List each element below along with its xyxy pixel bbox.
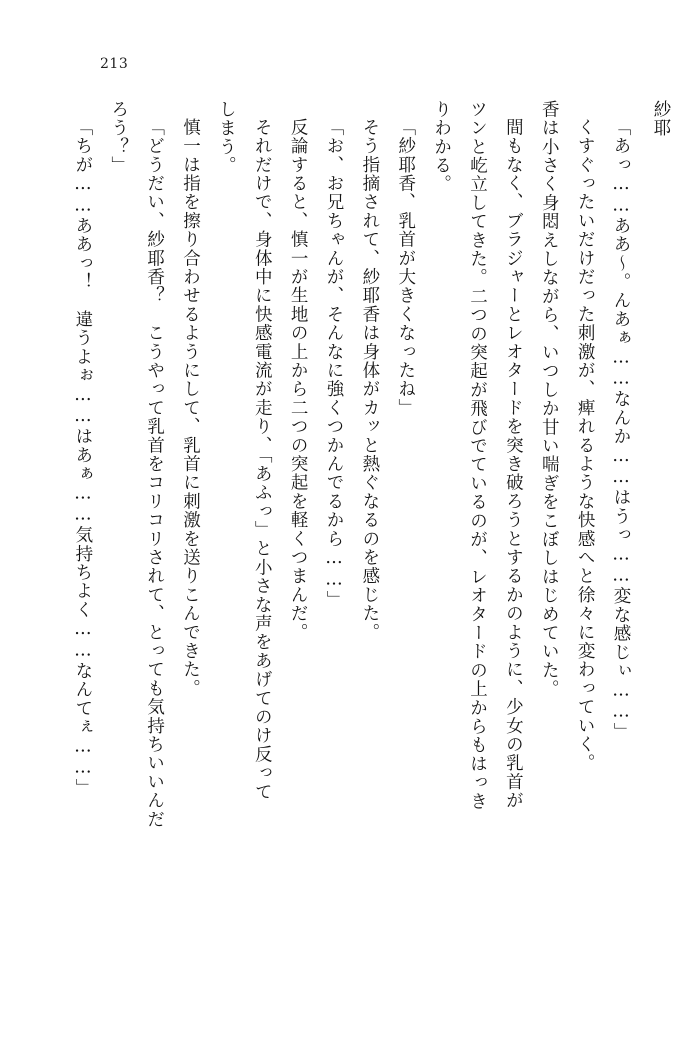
paragraph: ろう？」 — [108, 100, 129, 175]
name-fragment-saya: 紗耶 — [651, 100, 671, 138]
paragraph: 「どうだい、紗耶香？ こうやって乳首をコリコリされて、とっても気持ちいいんだ — [144, 118, 165, 829]
vertical-body-text — [72, 100, 638, 950]
paragraph: 「あっ……ああ〜。んあぁ……なんか……はうっ……変な感じぃ……」 — [611, 118, 631, 742]
paragraph: それだけで、身体中に快感電流が走り、「あふっ」と小さな声をあげてのけ反って — [252, 118, 273, 802]
paragraph: 慎一は指を擦り合わせるようにして、乳首に刺激を送りこんできた。 — [180, 118, 201, 698]
paragraph — [530, 100, 566, 950]
paragraph: 「ちが……ああっ！ 違うよぉ……はあぁ……気持ちよく……なんてぇ……」 — [72, 118, 93, 798]
paragraph: くすぐったいだけだった刺激が、痺れるような快感へと徐々に変わっていく。 — [575, 118, 596, 773]
paragraph: しまう。 — [216, 100, 237, 175]
paragraph: りわかる。 — [431, 100, 452, 194]
paragraph: 「お、お兄ちゃんが、そんなに強くつかんでるから……」 — [324, 118, 344, 610]
paragraph-text: 香は小さく身悶えしながら、いつしか甘い喘ぎをこぼしはじめていた。 — [539, 100, 560, 699]
paragraph: そう指摘されて、紗耶香は身体がカッと熱ぐなるのを感じた。 — [359, 118, 380, 642]
paragraph: ツンと屹立してきた。二つの突起が飛びでているのが、レオタードの上からもはっき — [467, 100, 488, 811]
page-number: 213 — [100, 56, 129, 72]
paragraph: 反論すると、慎一が生地の上から二つの突起を軽くつまんだ。 — [288, 118, 309, 642]
paragraph: 「紗耶香、乳首が大きくなったね」 — [395, 118, 416, 418]
paragraph: 間もなく、ブラジャーとレオタードを突き破ろうとするかのように、少女の乳首が — [503, 118, 524, 810]
